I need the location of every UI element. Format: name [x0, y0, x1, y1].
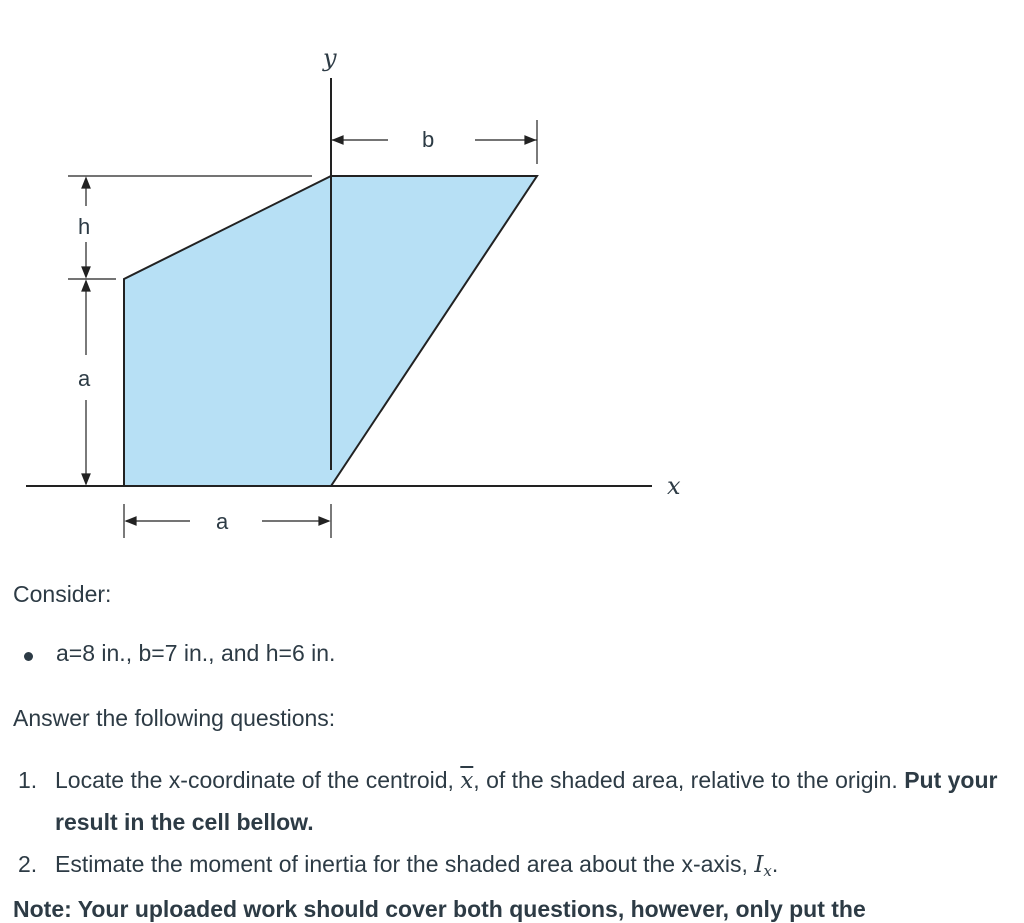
question-1-instruction: Put your result in the cell bellow. — [55, 767, 998, 836]
answer-prompt: Answer the following questions: — [13, 705, 336, 731]
x-axis-label: x — [667, 472, 681, 500]
question-1-text: Locate the x-coordinate of the centroid, — [55, 767, 454, 793]
question-2-text: Estimate the moment of inertia for the shaded area about the x-axis, — [55, 850, 748, 877]
question-1 — [18, 760, 1008, 844]
dimension-a-horizontal-label: a — [216, 509, 229, 534]
dimension-h-a — [68, 178, 116, 484]
given-values-list — [24, 640, 335, 667]
dimension-b-label: b — [422, 127, 435, 152]
dimension-a-vertical-label: a — [78, 366, 91, 391]
moment-of-inertia-symbol: $I_x$ — [754, 851, 772, 880]
dimension-h-label: h — [78, 214, 91, 239]
questions-list — [18, 760, 1008, 886]
question-2-text-after: . — [771, 850, 779, 877]
question-2 — [18, 844, 1008, 886]
given-values-item: a=8 in., b=7 in., and h=6 in. — [24, 640, 335, 667]
note-text: Note: Your uploaded work should cover both questions, however, only put the — [13, 896, 866, 922]
question-1-number: 1. — [18, 767, 38, 793]
question-1-text-after: , of the shaded area, relative to the origin. — [473, 767, 898, 793]
centroid-x-symbol: $\overline{x}$ — [460, 768, 474, 794]
question-2-number: 2. — [18, 850, 38, 877]
y-axis-label: y — [323, 44, 337, 72]
consider-heading: Consider: — [13, 581, 112, 607]
